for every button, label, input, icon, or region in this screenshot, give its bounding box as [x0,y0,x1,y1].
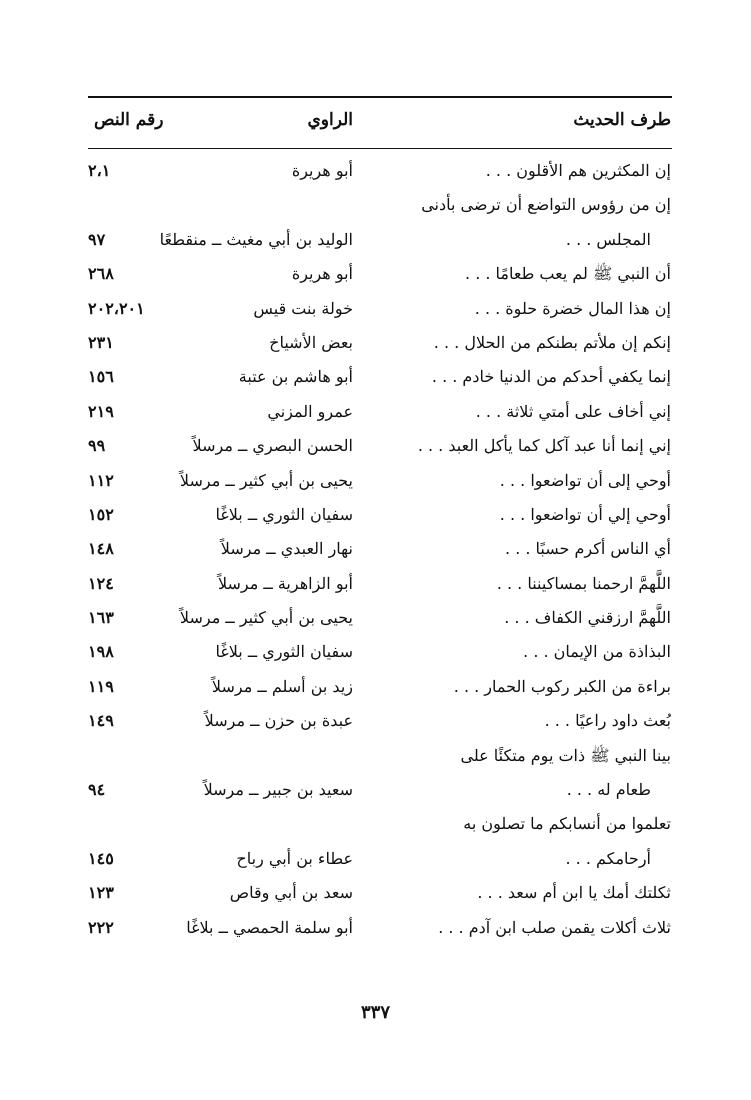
hadith-text: تعلموا من أنسابكم ما تصلون به [463,814,671,834]
hadith-text: طعام له . . . [566,780,651,800]
hadith-text: ثلاث أكلات يقمن صلب ابن آدم . . . [438,917,671,937]
header-narrator-column: الراوي [307,110,353,130]
narrator-text: زيد بن أسلم ــ مرسلاً [211,676,353,696]
table-row [0,292,751,326]
hadith-text: إن من رؤوس التواضع أن ترضى بأدنى [421,195,671,215]
hadith-text: براءة من الكبر ركوب الحمار . . . [453,676,671,696]
narrator-text: خولة بنت قيس [253,298,353,318]
text-number: ٢٦٨ [88,264,114,284]
page-number: ٣٣٧ [360,1002,390,1023]
table-row [0,223,751,257]
header-rule [88,148,672,149]
text-number: ١٤٨ [88,539,114,559]
text-number: ١٤٩ [88,711,114,731]
hadith-text: اللَّهمَّ ارحمنا بمساكيننا . . . [496,573,671,593]
table-row [0,464,751,498]
text-number: ٢١٩ [88,401,114,421]
table-row [0,498,751,532]
narrator-text: الحسن البصري ــ مرسلاً [192,436,353,456]
hadith-text: إنكم إن ملأتم بطنكم من الحلال . . . [433,332,671,352]
table-row [0,739,751,773]
text-number: ١٤٥ [88,848,114,868]
hadith-text: إن المكثرين هم الأقلون . . . [485,161,671,180]
hadith-text: البذاذة من الإيمان . . . [523,642,671,662]
table-row [0,326,751,360]
hadith-text: ثكلتك أمك يا ابن أم سعد . . . [477,883,671,903]
text-number: ٢٢٢ [88,917,114,937]
table-row [0,807,751,841]
hadith-text: أوحي إلي أن تواضعوا . . . [499,504,671,524]
table-row [0,429,751,463]
hadith-text: إني إنما أنا عبد آكل كما يأكل العبد . . . [417,436,671,456]
hadith-text: إني أخاف على أمتي ثلاثة . . . [475,401,671,421]
text-number: ٩٩ [88,436,106,456]
narrator-text: سعيد بن جبير ــ مرسلاً [203,780,353,800]
hadith-text: بُعث داود راعيًا . . . [544,711,671,731]
narrator-text: أبو هاشم بن عتبة [238,367,353,387]
hadith-text: المجلس . . . [565,229,651,249]
table-row [0,670,751,704]
hadith-text: أي الناس أكرم حسبًا . . . [505,539,671,559]
hadith-text: اللَّهمَّ ارزقني الكفاف . . . [504,608,671,628]
narrator-text: أبو هريرة [291,161,353,180]
text-number: ١٥٢ [88,504,114,524]
narrator-text: الوليد بن أبي مغيث ــ منقطعًا [159,229,353,249]
narrator-text: يحيى بن أبي كثير ــ مرسلاً [179,470,353,490]
table-row [0,188,751,222]
top-rule [88,96,672,98]
text-number: ٩٧ [88,229,106,249]
narrator-text: أبو هريرة [291,264,353,284]
narrator-text: سفيان الثوري ــ بلاغًا [215,504,353,524]
text-number: ١٢٣ [88,883,114,903]
narrator-text: عطاء بن أبي رباح [236,848,353,868]
narrator-text: أبو الزاهرية ــ مرسلاً [217,573,353,593]
text-number: ١٥٦ [88,367,114,387]
hadith-text: أن النبي ﷺ لم يعب طعامًا . . . [465,264,671,284]
narrator-text: نهار العبدي ــ مرسلاً [220,539,353,559]
narrator-text: يحيى بن أبي كثير ــ مرسلاً [179,608,353,628]
table-row [0,876,751,910]
table-row [0,635,751,669]
header-hadith-column: طرف الحديث [573,110,671,130]
table-row [0,601,751,635]
hadith-text: إن هذا المال خضرة حلوة . . . [474,298,671,318]
text-number: ١٦٣ [88,608,114,628]
narrator-text: سعد بن أبي وقاص [229,883,353,903]
text-number: ٢٠٢،٢٠١ [88,298,145,318]
table-row [0,257,751,291]
table-row [0,704,751,738]
table-row [0,911,751,945]
index-table [0,154,751,945]
narrator-text: عمرو المزني [267,401,353,421]
text-number: ١١٩ [88,676,114,696]
text-number: ٢٣١ [88,332,114,352]
header-number-column: رقم النص [94,110,164,130]
text-number: ١٢٤ [88,573,114,593]
narrator-text: عبدة بن حزن ــ مرسلاً [204,711,353,731]
text-number: ٢،١ [88,161,111,180]
hadith-text: أرحامكم . . . [565,848,651,868]
narrator-text: أبو سلمة الحمصي ــ بلاغًا [186,917,353,937]
table-row [0,154,751,188]
table-row [0,773,751,807]
table-row [0,360,751,394]
text-number: ١١٢ [88,470,114,490]
hadith-text: أوحي إلى أن تواضعوا . . . [499,470,671,490]
table-row [0,567,751,601]
narrator-text: سفيان الثوري ــ بلاغًا [215,642,353,662]
text-number: ١٩٨ [88,642,114,662]
narrator-text: بعض الأشياخ [269,332,353,352]
table-row [0,532,751,566]
hadith-text: إنما يكفي أحدكم من الدنيا خادم . . . [431,367,671,387]
table-row [0,842,751,876]
hadith-text: بينا النبي ﷺ ذات يوم متكئًا على [460,745,671,765]
text-number: ٩٤ [88,780,106,800]
table-row [0,395,751,429]
